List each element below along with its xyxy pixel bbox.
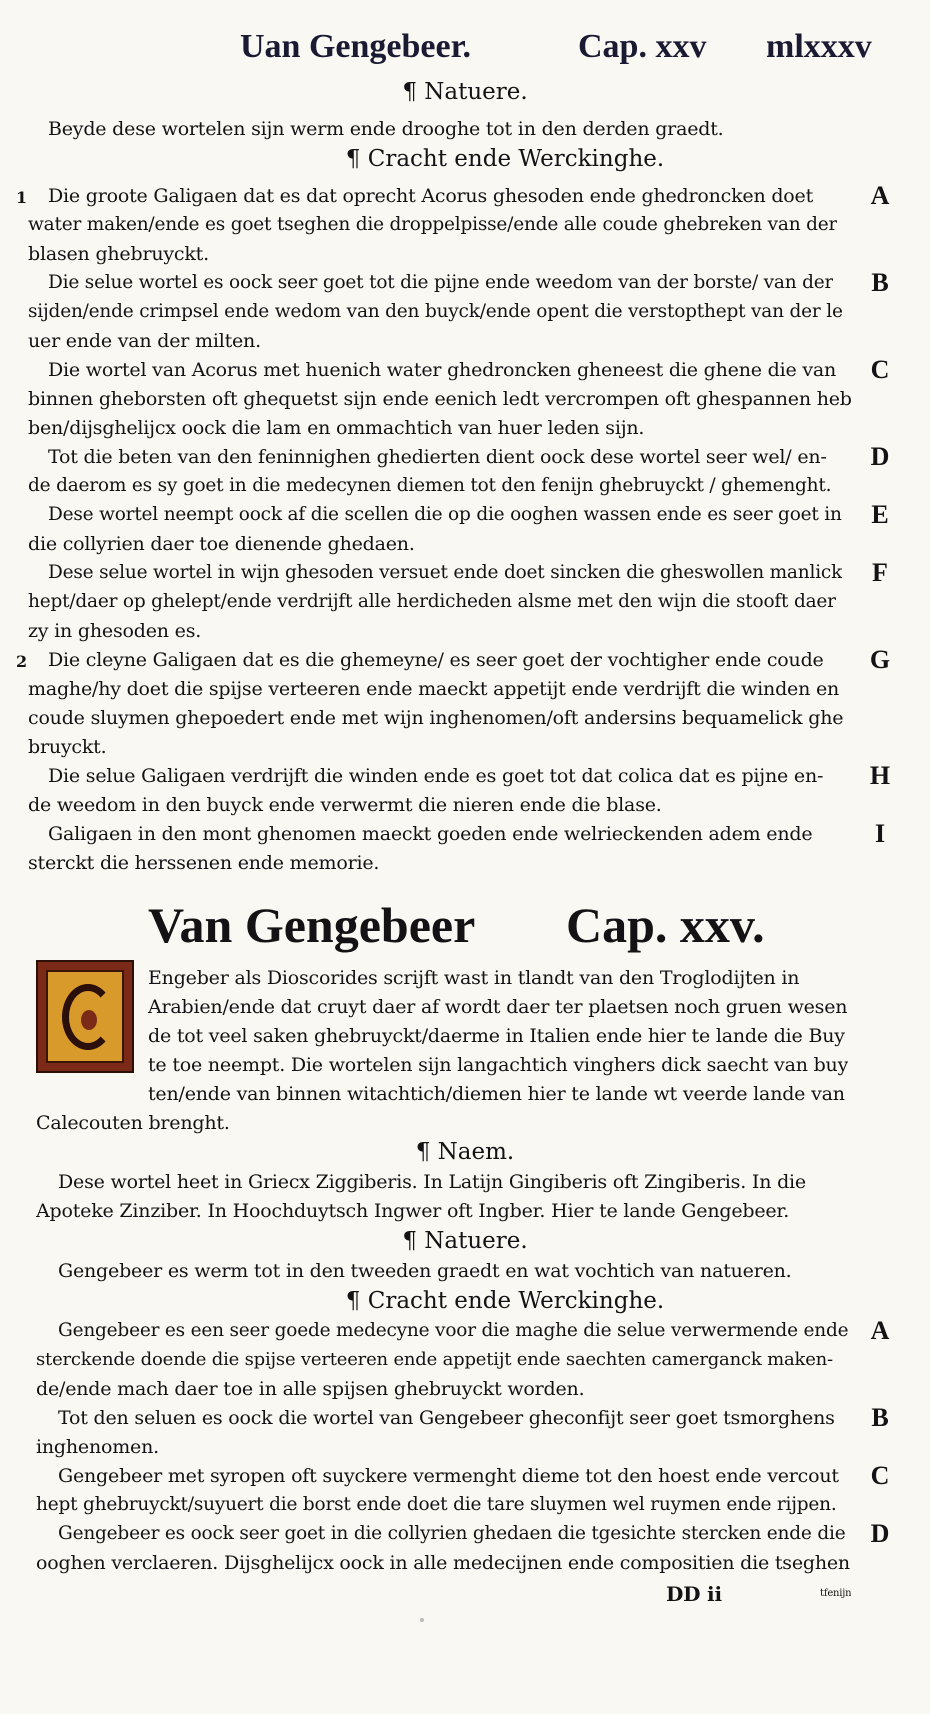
margin-letter: H <box>869 761 891 790</box>
initial-ornament <box>81 1010 97 1030</box>
natuere-heading-2: ¶ Natuere. <box>402 1228 528 1254</box>
cracht-line: hept ghebruyckt/suyuert die borst ende doet die tare sluymen wel ruymen ende rijpen. <box>36 1494 837 1515</box>
cracht-line: sterckende doende die spijse verteeren ende appetijt ende saechten camerganck maken- <box>36 1349 833 1370</box>
body-line: hept/daer op ghelept/ende verdrijft alle herdicheden alsme met den wijn die stooft daer <box>28 591 836 612</box>
body-line: water maken/ende es goet tseghen die droppelpisse/ende alle coude ghebreken van der <box>28 214 838 235</box>
cracht-heading-2: ¶ Cracht ende Werckinghe. <box>345 1288 665 1314</box>
natuere-heading: ¶ Natuere. <box>402 79 528 105</box>
paragraph-number: 1 <box>16 188 28 207</box>
chapter-title <box>0 896 930 966</box>
intro-line: te toe neempt. Die wortelen sijn langachtich vinghers dick saecht van buy <box>148 1054 849 1076</box>
margin-letter: A <box>870 181 890 210</box>
body-line: blasen ghebruyckt. <box>28 243 209 265</box>
cracht-line: Tot den seluen es oock die wortel van Gengebeer gheconfijt seer goet tsmorghens <box>58 1407 835 1429</box>
body-line: de daerom es sy goet in die medecynen diemen tot den fenijn ghebruyckt / ghemenght. <box>28 475 832 496</box>
body-line: Die selue wortel es oock seer goet tot die pijne ende weedom van der borste/ van der <box>48 272 834 293</box>
body-line: Dese wortel neempt oock af die scellen die op die ooghen wassen ende es seer goet in <box>48 504 842 525</box>
paragraph-number: 2 <box>16 652 28 671</box>
intro-line: de tot veel saken ghebruyckt/daerme in Italien ende hier te lande die Buy <box>148 1025 845 1047</box>
body-line: Galigaen in den mont ghenomen maeckt goeden ende welrieckenden adem ende <box>48 823 813 845</box>
margin-letter: F <box>872 558 888 587</box>
cracht-line: ooghen verclaeren. Dijsghelijcx oock in alle medecijnen ende compositien die tseghen <box>36 1552 850 1574</box>
cracht-line: Gengebeer es oock seer goet in die collyrien ghedaen die tgesichte stercken ende die <box>58 1523 846 1544</box>
margin-letter: B <box>871 1403 889 1432</box>
natuere-text-2: Gengebeer es werm tot in den tweeden graedt en wat vochtich van natueren. <box>58 1260 792 1282</box>
header-folio: mlxxxv <box>766 28 872 65</box>
margin-letter: A <box>870 1316 890 1345</box>
body-line: sijden/ende crimpsel ende wedom van den buyck/ende opent die verstopthept van der le <box>28 301 843 322</box>
decorated-initial-g <box>36 960 134 1073</box>
margin-letter: G <box>869 645 891 674</box>
paper-speck <box>420 1618 424 1622</box>
cracht-heading: ¶ Cracht ende Werckinghe. <box>345 146 665 172</box>
intro-line: Calecouten brenght. <box>36 1112 230 1134</box>
margin-letter: B <box>871 268 889 297</box>
margin-letter: C <box>870 1461 890 1490</box>
body-line: de weedom in den buyck ende verwermt die nieren ende die blase. <box>28 794 662 816</box>
cracht-line: inghenomen. <box>36 1436 159 1458</box>
body-line: uer ende van der milten. <box>28 330 261 352</box>
cracht-line: de/ende mach daer toe in alle spijsen ghebruyckt worden. <box>36 1378 585 1400</box>
initial-panel <box>46 970 124 1063</box>
body-line: die collyrien daer toe dienende ghedaen. <box>28 533 415 555</box>
body-line: Die selue Galigaen verdrijft die winden ende es goet tot dat colica dat es pijne en- <box>48 765 824 787</box>
intro-line: Arabien/ende dat cruyt daer af wordt daer ter plaetsen noch gruen wesen <box>148 996 848 1018</box>
chapter-number: Cap. xxv. <box>566 897 765 953</box>
body-line: Die cleyne Galigaen dat es die ghemeyne/ es seer goet der vochtigher ende coude <box>48 649 824 671</box>
body-line: Dese selue wortel in wijn ghesoden versuet ende doet sincken die gheswollen manlick <box>48 562 843 583</box>
naem-line: Apoteke Zinziber. In Hoochduytsch Ingwer oft Ingber. Hier te lande Gengebeer. <box>36 1200 790 1222</box>
margin-letter: C <box>870 355 890 384</box>
signature-mark: DD ii <box>666 1582 722 1606</box>
header-title: Uan Gengebeer. <box>240 28 472 65</box>
cracht-line: Gengebeer es een seer goede medecyne voor die maghe die selue verwermende ende <box>58 1320 849 1341</box>
margin-letter: D <box>870 1519 890 1548</box>
body-line: zy in ghesoden es. <box>28 620 202 642</box>
catchword: tfenijn <box>820 1588 852 1599</box>
naem-heading: ¶ Naem. <box>415 1139 515 1165</box>
margin-letter: E <box>871 500 889 529</box>
cracht-line: Gengebeer met syropen oft suyckere vermenght dieme tot den hoest ende vercout <box>58 1465 839 1487</box>
margin-letter: I <box>874 819 886 848</box>
body-line: Die wortel van Acorus met huenich water ghedroncken gheneest die ghene die van <box>48 359 837 381</box>
body-line: Tot die beten van den feninnighen ghedierten dient oock dese wortel seer wel/ en- <box>48 446 827 468</box>
header-chapter: Cap. xxv <box>578 28 707 65</box>
naem-line: Dese wortel heet in Griecx Ziggiberis. In Latijn Gingiberis oft Zingiberis. In die <box>58 1171 806 1193</box>
margin-letter: D <box>870 442 890 471</box>
body-line: ben/dijsghelijcx oock die lam en ommachtich van huer leden sijn. <box>28 417 645 439</box>
body-line: maghe/hy doet die spijse verteeren ende maeckt appetijt ende verdrijft die winden en <box>28 678 840 700</box>
body-line: sterckt die herssenen ende memorie. <box>28 852 380 874</box>
intro-line: Engeber als Dioscorides scrijft wast in tlandt van den Troglodijten in <box>148 967 800 989</box>
body-line: binnen gheborsten oft ghequetst sijn ende eenich ledt vercrompen oft ghespannen heb <box>28 388 852 410</box>
body-line: bruyckt. <box>28 736 107 758</box>
natuere-text: Beyde dese wortelen sijn werm ende drooghe tot in den derden graedt. <box>48 118 724 140</box>
body-line: Die groote Galigaen dat es dat oprecht Acorus ghesoden ende ghedroncken doet <box>48 185 814 207</box>
chapter-title-text: Van Gengebeer <box>148 897 476 953</box>
body-line: coude sluymen ghepoedert ende met wijn inghenomen/oft andersins bequamelick ghe <box>28 707 844 729</box>
intro-line: ten/ende van binnen witachtich/diemen hier te lande wt veerde lande van <box>148 1083 845 1105</box>
